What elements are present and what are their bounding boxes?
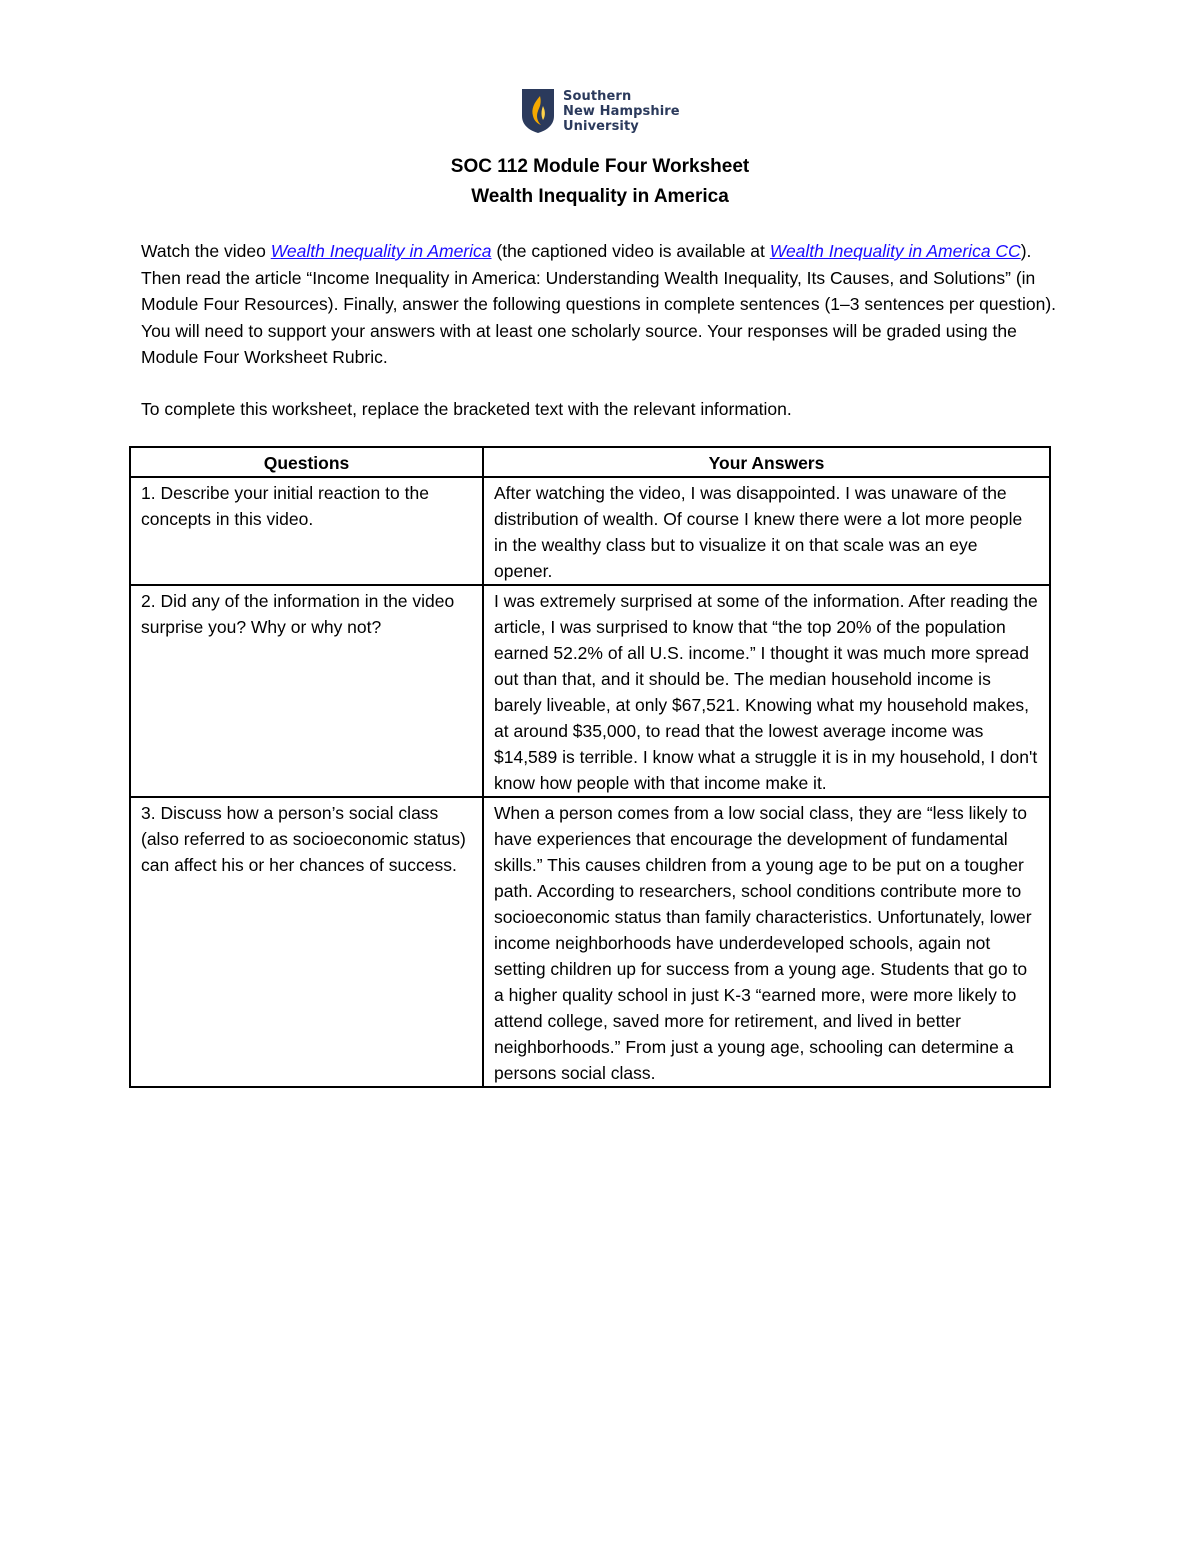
table-row [130, 585, 1050, 797]
intro-paragraph [141, 238, 1061, 371]
logo-line-3: University [563, 118, 639, 134]
question-cell: 3. Discuss how a person’s social class (also referred to as socioeconomic status) can affect his or her chances of success. [130, 797, 483, 1087]
instructions: To complete this worksheet, replace the bracketed text with the relevant information. [141, 399, 792, 419]
shield-flame-icon [521, 88, 555, 134]
intro-text-3: ). Then read the article “Income Inequality in America: Understanding Wealth Inequality, Its Causes, and Solutions” (in Module Four Resources). Finally, answer the following questions in complete sentences (1–3 sentences per question). You will need to support your answers with at least one scholarly source. Your responses will be graded using the Module Four Worksheet Rubric. [141, 241, 1057, 367]
logo-line-1: Southern [563, 88, 632, 104]
worksheet-table [129, 446, 1051, 1088]
table-header-row [130, 447, 1050, 477]
title-line-2: Wealth Inequality in America [471, 186, 729, 207]
intro-text-2: (the captioned video is available at [491, 241, 770, 261]
answer-cell[interactable]: After watching the video, I was disappointed. I was unaware of the distribution of wealth. Of course I knew there were a lot more people in the wealthy class but to visualize it on that scale was an eye opener. [483, 477, 1050, 585]
answer-cell[interactable]: I was extremely surprised at some of the information. After reading the article, I was surprised to know that “the top 20% of the population earned 52.2% of all U.S. income.” I thought it was much more spread out than that, and it should be. The median household income is barely liveable, at only $67,521. Knowing what my household makes, at around $35,000, to read that the lowest average income was $14,589 is terrible. I know what a struggle it is in my household, I don't know how people with that income make it. [483, 585, 1050, 797]
page-title [0, 152, 1200, 212]
logo-line-2: New Hampshire [563, 103, 680, 119]
table-row [130, 477, 1050, 585]
questions-header: Questions [130, 447, 483, 477]
title-line-1: SOC 112 Module Four Worksheet [450, 156, 750, 177]
university-name [563, 89, 680, 134]
snhu-logo [521, 86, 680, 136]
answer-cell[interactable]: When a person comes from a low social class, they are “less likely to have experiences that encourage the development of fundamental skills.” This causes children from a young age to be put on a tougher path. According to researchers, school conditions contribute more to socioeconomic status than family characteristics. Unfortunately, lower income neighborhoods have underdeveloped schools, again not setting children up for success from a young age. Students that go to a higher quality school in just K-3 “earned more, were more likely to attend college, saved more for retirement, and lived in better neighborhoods.” From just a young age, schooling can determine a persons social class. [483, 797, 1050, 1087]
question-cell: 1. Describe your initial reaction to the concepts in this video. [130, 477, 483, 585]
table-row [130, 797, 1050, 1087]
captioned-video-link[interactable]: Wealth Inequality in America CC [769, 241, 1021, 261]
answers-header: Your Answers [483, 447, 1050, 477]
question-cell: 2. Did any of the information in the video surprise you? Why or why not? [130, 585, 483, 797]
intro-text-1: Watch the video [141, 241, 271, 261]
video-link[interactable]: Wealth Inequality in America [270, 241, 492, 261]
